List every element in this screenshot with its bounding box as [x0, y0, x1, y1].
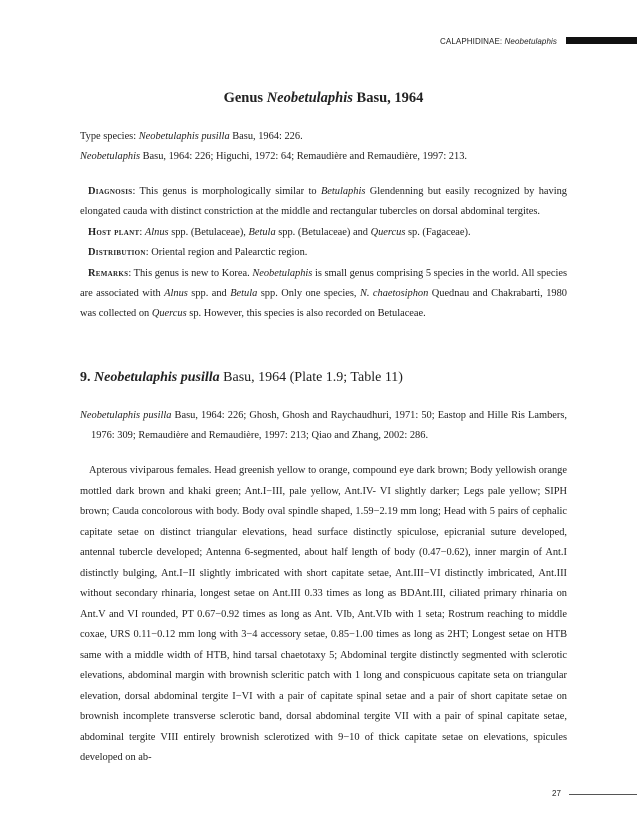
genus-heading-prefix: Genus [223, 90, 267, 106]
diagnosis-text-1: : This genus is morphologically similar to [132, 186, 321, 197]
type-species-line [80, 127, 567, 147]
species-synonymy-paragraph [80, 406, 567, 447]
species-refs: (Plate 1.9; Table 11) [286, 370, 403, 385]
genus-synonymy-line [80, 147, 567, 167]
distribution-text: : Oriental region and Palearctic region. [145, 247, 308, 259]
remarks-label: Remarks [88, 267, 129, 279]
genus-heading-name: Neobetulaphis [266, 90, 353, 106]
species-synonymy [80, 406, 567, 447]
remarks-taxon-4: N. chaetosiphon [359, 288, 429, 300]
distribution-paragraph [80, 243, 567, 263]
species-heading [80, 370, 403, 386]
genus-synonymy-name: Neobetulaphis [80, 151, 141, 162]
remarks-taxon-2: Alnus [164, 288, 188, 300]
species-synonymy-name: Neobetulaphis pusilla [80, 410, 172, 421]
running-header-prefix: CALAPHIDINAE: [440, 37, 505, 46]
host-sep: : [139, 226, 145, 238]
running-header-genus: Neobetulaphis [504, 37, 557, 46]
remarks-taxon-1: Neobetulaphis [252, 267, 313, 279]
diagnosis-text-2: Glendenning but easily recognized by having elongated cauda with distinct constriction at the middle and rectangular tubercles on dorsal abdominal tergites. [80, 186, 567, 218]
host-plant-label: Host plant [88, 226, 140, 238]
remarks-text-4: spp. Only one species, [257, 288, 360, 300]
footer-rule [569, 794, 637, 795]
species-author: Basu, 1964 [219, 370, 287, 385]
species-description-paragraph: Apterous viviparous females. Head greenish yellow to orange, compound eye dark brown; Body yellowish orange mottled dark brown and khaki green; Ant.I−III, pale yellow, Ant.IV- VI slightly darker; Legs pale yellow; SIPH brown; Cauda concolorous with body. Body oval spindle shaped, 1.59−2.19 mm long; Head with 5 pairs of cephalic capitate setae on distinct triangular elevations, head surface distinctly spiculose, epicranial suture developed, antennal tubercle developed; Antenna 6-segmented, about half length of body (0.47−0.62), inner margin of Ant.I distinctly bulging, Ant.I−II slightly imbricated with short capitate setae, Ant.III−VI distinctly imbricated, Ant.III without secondary rhinaria, longest setae on Ant.III 0.33 times as long as BDAnt.III, ciliated primary rhinaria on Ant.V and VI rounded, PT 0.67−0.92 times as long as Ant. VIb, Ant.VIb with 1 seta; Rostrum reaching to middle coxae, URS 0.11−0.12 mm long with 3−4 accessory setae, 0.85−1.00 times as long as 2HT; Longest setae on HTB same with a middle width of HTB, hind tarsal chaetotaxy 5; Abdominal tergite distinctly segmented with sclerotic elevations, abdominal margin with brownish scleritic patch with 1 long and conspicuous capitate seta on triangular elevation, dorsal abdominal tergite I−VI with a pair of capitate spinal setae and a pair of short capitate setae on brownish incomplete transverse sclerotic band, dorsal abdominal tergite VII with a pair of spinal capitate setae, abdominal tergite VIII entirely brownish sclerotized with 9−10 of thick capitate setae on elevations, spicules developed on ab- [80, 465, 567, 763]
remarks-taxon-3: Betula [230, 288, 258, 300]
remarks-text-3: spp. and [187, 288, 231, 300]
type-species-name: Neobetulaphis pusilla [138, 131, 230, 142]
running-header [440, 37, 557, 46]
species-synonymy-citation: Basu, 1964: 226; Ghosh, Ghosh and Raychaudhuri, 1971: 50; Eastop and Hille Ris Lambers, 1976: 309; Remaudière and Remaudière, 1997: 213; Qiao and Zhang, 2002: 286. [91, 410, 568, 442]
species-description [80, 461, 567, 769]
host-3: Quercus [370, 226, 406, 238]
host-plant-paragraph [80, 223, 567, 243]
distribution-label: Distribution [88, 247, 146, 259]
remarks-taxon-5: Quercus [151, 308, 187, 320]
genus-heading-author: Basu, 1964 [352, 90, 424, 106]
type-species-label: Type species: [80, 131, 139, 142]
remarks-text-2: is small genus comprising 5 species in the world. All species are associated with [80, 267, 567, 300]
type-species-citation: Basu, 1964: 226. [229, 131, 303, 142]
remarks-paragraph [80, 264, 567, 325]
diagnosis-taxon: Betulaphis [320, 186, 366, 197]
host-2-rest: spp. (Betulaceae) and [275, 226, 371, 238]
genus-description [80, 182, 567, 325]
species-number: 9. [80, 370, 91, 385]
diagnosis-label: Diagnosis [88, 186, 133, 197]
remarks-text-5: Quednau and Chakrabarti, 1980 was collected on [80, 288, 567, 320]
header-bar [566, 37, 637, 44]
host-3-rest: sp. (Fagaceae). [405, 226, 471, 238]
remarks-text-1: : This genus is new to Korea. [128, 267, 253, 279]
genus-synonymy-citation: Basu, 1964: 226; Higuchi, 1972: 64; Remaudière and Remaudière, 1997: 213. [140, 151, 467, 162]
host-1-rest: spp. (Betulaceae), [168, 226, 249, 238]
species-name: Neobetulaphis pusilla [94, 370, 220, 385]
type-species-block [80, 127, 567, 167]
page-number: 27 [552, 789, 561, 798]
diagnosis-paragraph [80, 182, 567, 223]
host-1: Alnus [144, 226, 169, 238]
remarks-text-6: sp. However, this species is also recorded on Betulaceae. [186, 308, 426, 320]
host-2: Betula [248, 226, 276, 238]
genus-heading [80, 90, 567, 107]
